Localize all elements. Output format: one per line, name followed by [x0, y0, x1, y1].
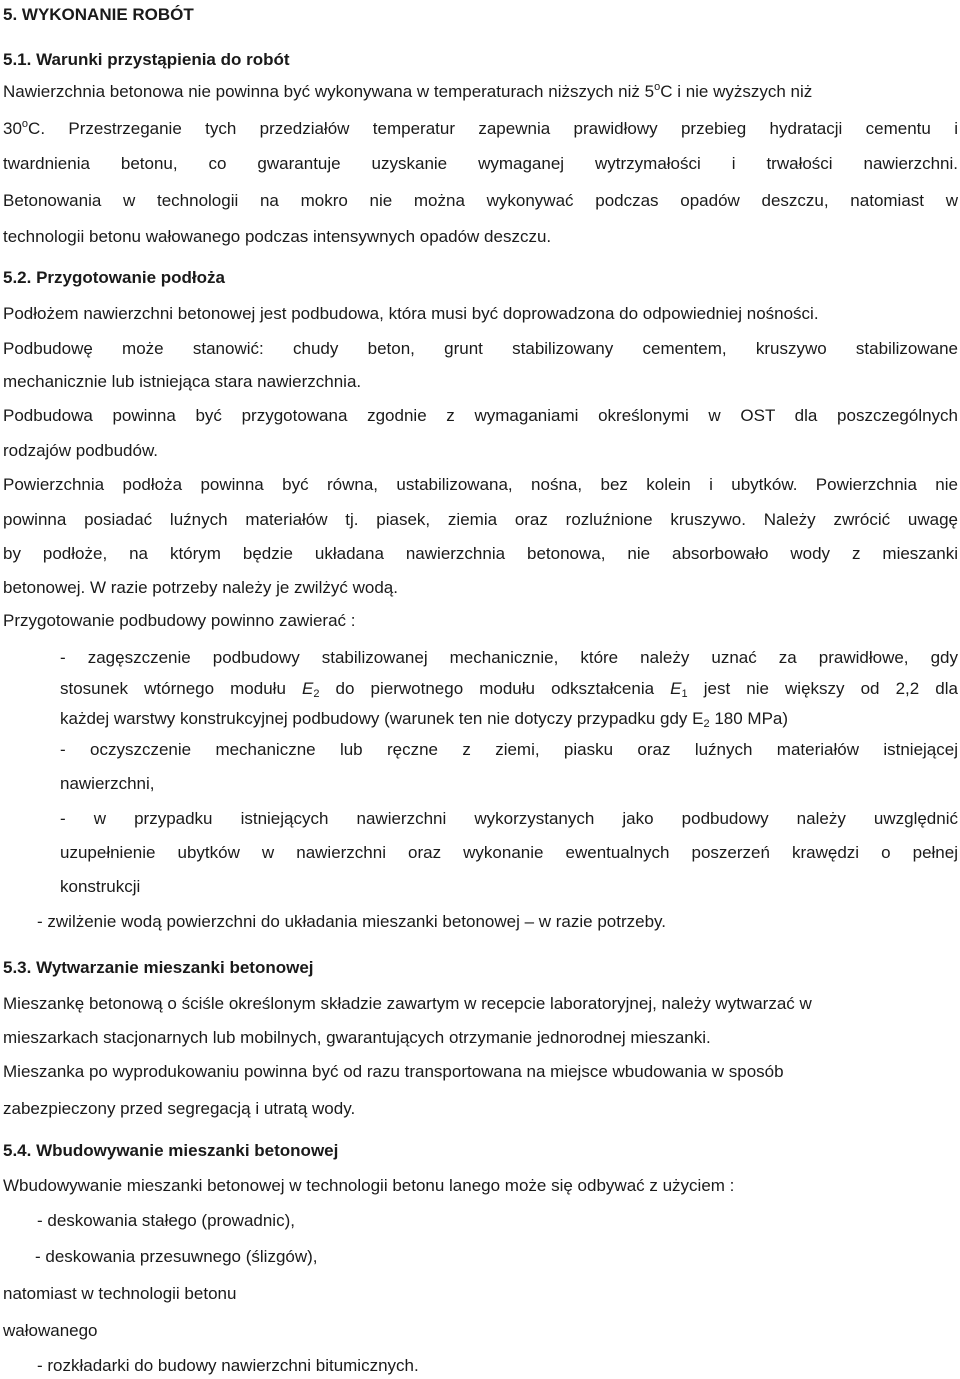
subsection-title-5-1: 5.1. Warunki przystąpienia do robót [3, 50, 290, 69]
paragraph-line: Podbudowę może stanowić: chudy beton, grunt stabilizowany cementem, kruszywo stabilizowane [3, 339, 958, 358]
list-item: - zwilżenie wodą powierzchni do układania mieszanki betonowej – w razie potrzeby. [37, 912, 667, 931]
list-item: - deskowania przesuwnego (ślizgów), [35, 1247, 318, 1266]
list-item: uzupełnienie ubytków w nawierzchni oraz wykonanie ewentualnych poszerzeń krawędzi o pełnej [60, 843, 958, 862]
list-item: konstrukcji [60, 877, 141, 896]
subsection-title-5-2: 5.2. Przygotowanie podłoża [3, 268, 225, 287]
list-item: - rozkładarki do budowy nawierzchni bitumicznych. [37, 1356, 419, 1375]
subsection-title-5-3: 5.3. Wytwarzanie mieszanki betonowej [3, 958, 314, 977]
paragraph-line: Podbudowa powinna być przygotowana zgodnie z wymaganiami określonymi w OST dla poszczególnych [3, 406, 958, 425]
paragraph-line: Betonowania w technologii na mokro nie można wykonywać podczas opadów deszczu, natomiast w [3, 191, 958, 210]
paragraph-line: Mieszanka po wyprodukowaniu powinna być od razu transportowana na miejsce wbudowania w sposób [3, 1062, 784, 1081]
paragraph-line: Podłożem nawierzchni betonowej jest podbudowa, która musi być doprowadzona do odpowiedniej nośności. [3, 304, 819, 323]
paragraph-line: technologii betonu wałowanego podczas intensywnych opadów deszczu. [3, 227, 552, 246]
paragraph-line: rodzajów podbudów. [3, 441, 159, 460]
paragraph-line: Przygotowanie podbudowy powinno zawierać : [3, 611, 356, 630]
paragraph-line: twardnienia betonu, co gwarantuje uzyskanie wymaganej wytrzymałości i trwałości nawierzchni. [3, 154, 958, 173]
paragraph-line: 30$^o$C. Przestrzeganie tych przedziałów temperatur zapewnia prawidłowy przebieg hydratacji cementu i [3, 118, 958, 138]
paragraph-line: Nawierzchnia betonowa nie powinna być wykonywana w temperaturach niższych niż 5$^o$C i nie wyższych niż [3, 81, 813, 101]
paragraph-line: mieszarkach stacjonarnych lub mobilnych, gwarantujących otrzymanie jednorodnej mieszanki. [3, 1028, 711, 1047]
list-item: - deskowania stałego (prowadnic), [37, 1211, 295, 1230]
paragraph-line: mechanicznie lub istniejąca stara nawierzchnia. [3, 372, 362, 391]
paragraph-line: wałowanego [3, 1321, 98, 1340]
list-item: - w przypadku istniejących nawierzchni wykorzystanych jako podbudowy należy uwzględnić [60, 809, 958, 828]
paragraph-line: Powierzchnia podłoża powinna być równa, ustabilizowana, nośna, bez kolein i ubytków. Powierzchnia nie [3, 475, 958, 494]
paragraph-line: betonowej. W razie potrzeby należy je zwilżyć wodą. [3, 578, 398, 597]
list-item: - oczyszczenie mechaniczne lub ręczne z ziemi, piasku oraz luźnych materiałów istniejącej [60, 740, 958, 759]
paragraph-line: Wbudowywanie mieszanki betonowej w technologii betonu lanego może się odbywać z użyciem : [3, 1176, 735, 1195]
paragraph-line: natomiast w technologii betonu [3, 1284, 237, 1303]
list-item: stosunek wtórnego modułu $E_2$ do pierwotnego modułu odkształcenia $E_1$ jest nie większy od 2,2 dla [60, 679, 958, 700]
paragraph-line: powinna posiadać luźnych materiałów tj. piasek, ziemia oraz rozluźnione kruszywo. Należy zwrócić uwagę [3, 510, 958, 529]
list-item: - zagęszczenie podbudowy stabilizowanej mechanicznie, które należy uznać za prawidłowe, gdy [60, 648, 958, 667]
paragraph-line: zabezpieczony przed segregacją i utratą wody. [3, 1099, 356, 1118]
subsection-title-5-4: 5.4. Wbudowywanie mieszanki betonowej [3, 1141, 339, 1160]
paragraph-line: Mieszankę betonową o ściśle określonym składzie zawartym w recepcie laboratoryjnej, należy wytwarzać w [3, 994, 812, 1013]
section-heading: 5. WYKONANIE ROBÓT [3, 5, 194, 24]
list-item: nawierzchni, [60, 774, 155, 793]
list-item: każdej warstwy konstrukcyjnej podbudowy (warunek ten nie dotyczy przypadku gdy $E_2$ 180 MPa) [60, 709, 789, 730]
paragraph-line: by podłoże, na którym będzie układana nawierzchnia betonowa, nie absorbowało wody z mieszanki [3, 544, 958, 563]
